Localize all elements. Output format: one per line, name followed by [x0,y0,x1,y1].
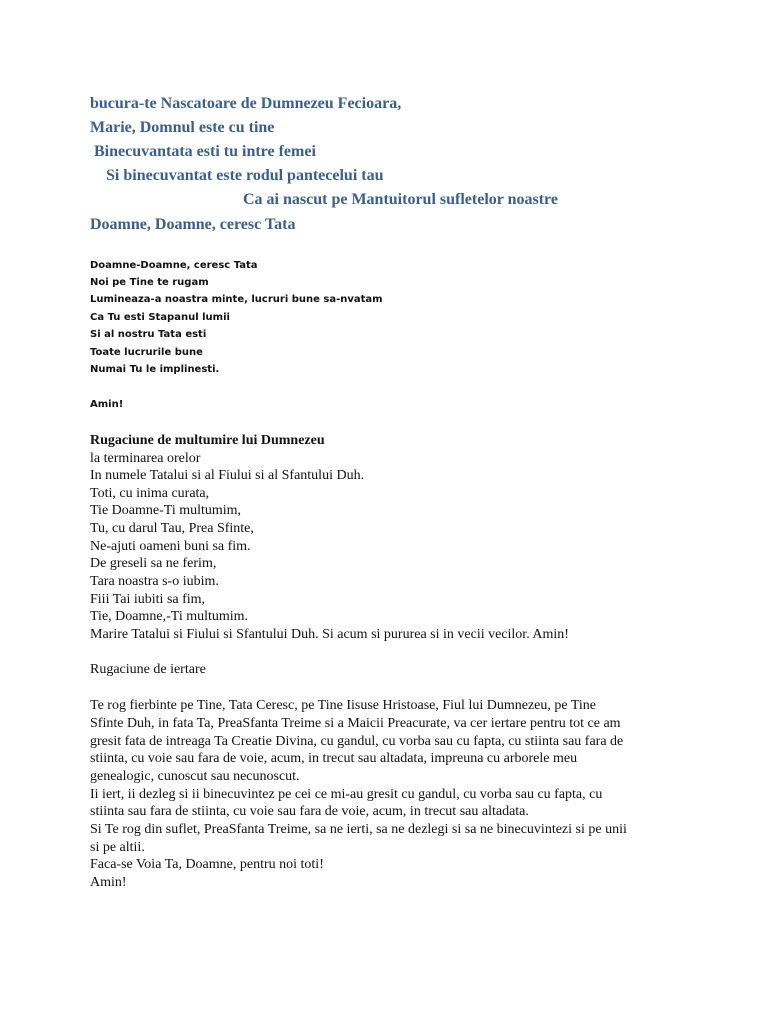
forgiveness-prayer-title: Rugaciune de iertare [90,662,206,677]
hymn-line-3: Binecuvantata esti tu intre femei [94,143,316,160]
gratitude-prayer-title: Rugaciune de multumire lui Dumnezeu [90,433,325,448]
gratitude-prayer-line: De greseli sa ne ferim, [90,556,217,571]
hymn-line-2: Marie, Domnul este cu tine [90,119,275,136]
gratitude-prayer-line: Tu, cu darul Tau, Prea Sfinte, [90,521,254,536]
short-prayer-line-4: Ca Tu esti Stapanul lumii [90,312,230,323]
short-prayer-line-5: Si al nostru Tata esti [90,329,207,340]
gratitude-prayer-line: In numele Tatalui si al Fiului si al Sfantului Duh. [90,468,365,483]
short-prayer-line-2: Noi pe Tine te rugam [90,277,209,288]
hymn-line-4: Si binecuvantat este rodul pantecelui tau [106,167,384,184]
gratitude-prayer-line: Tara noastra s-o iubim. [90,574,219,589]
forgiveness-prayer-line: Ii iert, ii dezleg si ii binecuvintez pe cei ce mi-au gresit cu gandul, cu vorba sau cu fapta, cu [90,787,603,802]
forgiveness-prayer-line: Sfinte Duh, in fata Ta, PreaSfanta Treime si a Maicii Preacurate, va cer iertare pentru tot ce am [90,716,621,731]
short-prayer-line-6: Toate lucrurile bune [90,347,203,358]
forgiveness-prayer-line: Te rog fierbinte pe Tine, Tata Ceresc, pe Tine Iisuse Hristoase, Fiul lui Dumnezeu, pe Tine [90,698,596,713]
short-prayer-line-7: Numai Tu le implinesti. [90,364,220,375]
gratitude-prayer-line: Tie Doamne-Ti multumim, [90,503,242,518]
forgiveness-prayer-line: stiinta sau fara de stiinta, cu voie sau fara de voie, acum, in trecut sau altadata. [90,804,529,819]
forgiveness-prayer-line: stiinta, cu voie sau fara de voie, acum, in trecut sau altadata, impreuna cu arborele meu [90,751,578,766]
gratitude-prayer-line: Ne-ajuti oameni buni sa fim. [90,539,251,554]
gratitude-prayer-line: Tie, Doamne,-Ti multumim. [90,609,249,624]
gratitude-prayer-line: Fiii Tai iubiti sa fim, [90,592,206,607]
short-prayer-amen: Amin! [90,399,124,410]
forgiveness-prayer-line: Si Te rog din suflet, PreaSfanta Treime, sa ne ierti, sa ne dezlegi si sa ne binecuvintezi si pe unii [90,822,627,837]
short-prayer-line-1: Doamne-Doamne, ceresc Tata [90,260,258,271]
gratitude-prayer-line: Toti, cu inima curata, [90,486,210,501]
forgiveness-prayer-line: genealogic, cunoscut sau necunoscut. [90,769,300,784]
forgiveness-prayer-line: Faca-se Voia Ta, Doamne, pentru noi toti! [90,857,324,872]
forgiveness-prayer-line: si pe altii. [90,840,145,855]
gratitude-prayer-line: Marire Tatalui si Fiului si Sfantului Duh. Si acum si pururea si in vecii vecilor. Amin! [90,627,569,642]
hymn-line-5: Ca ai nascut pe Mantuitorul sufletelor noastre [243,191,558,208]
forgiveness-prayer-amen: Amin! [90,875,127,890]
hymn-line-1: bucura-te Nascatoare de Dumnezeu Fecioara, [90,95,402,112]
forgiveness-prayer-line: gresit fata de intreaga Ta Creatie Divina, cu gandul, cu vorba sau cu fapta, cu stiinta sau fara de [90,734,624,749]
short-prayer-line-3: Lumineaza-a noastra minte, lucruri bune sa-nvatam [90,294,383,305]
hymn-line-6: Doamne, Doamne, ceresc Tata [90,216,296,233]
gratitude-prayer-line: la terminarea orelor [90,451,201,466]
